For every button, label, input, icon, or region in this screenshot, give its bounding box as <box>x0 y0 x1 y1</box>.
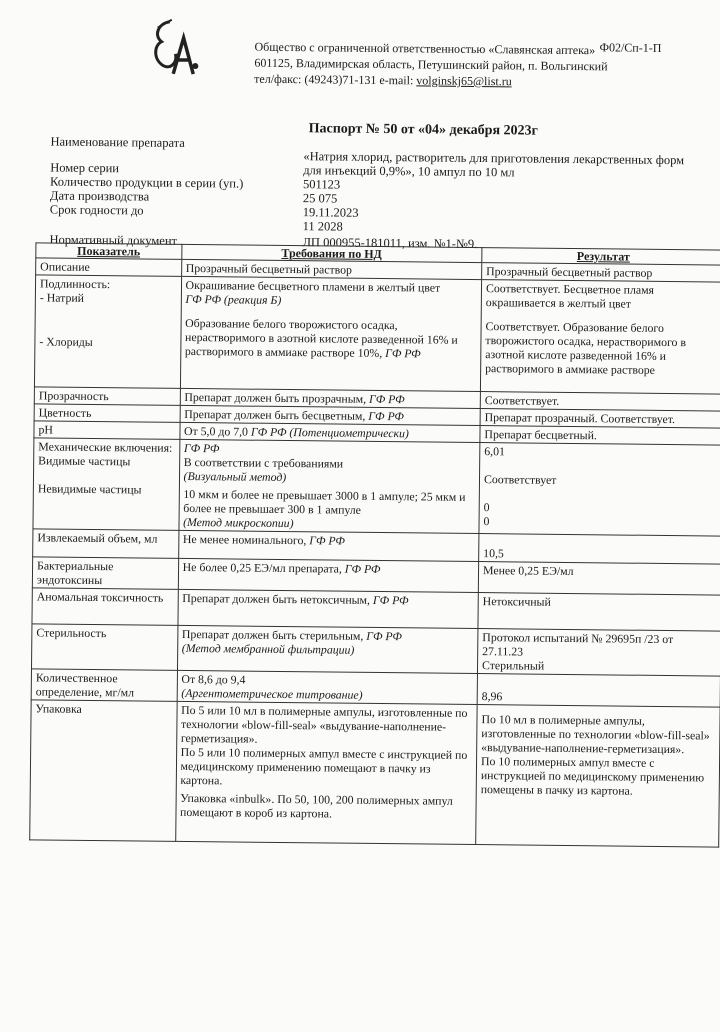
header-indicator: Показатель <box>36 243 182 260</box>
indicator-cell: Количественное определение, мг/мл <box>31 669 177 702</box>
result-cell: Прозрачный бесцветный раствор <box>482 263 720 283</box>
company-address: 601125, Владимирская область, Петушинский район, п. Вольгинский <box>254 55 608 74</box>
company-header <box>254 39 720 92</box>
requirement-cell <box>180 276 482 391</box>
result-text: По 10 полимерных ампул вместе с инструкцией по медицинскому применению помещены в пачку из картона. <box>480 754 705 798</box>
meta-label: Наименование препарата <box>50 134 185 150</box>
requirement-method: ГФ РФ (реакция Б) <box>185 291 282 307</box>
result-cell: 10,5 <box>479 534 720 565</box>
result-cell: Нетоксичный <box>478 593 720 632</box>
meta-label: Номер серии <box>50 160 120 176</box>
requirement-text: Не менее номинального, <box>182 531 307 548</box>
indicator-cell: Аномальная токсичность <box>32 588 178 626</box>
meta-value: «Натрия хлорид, растворитель для приготовления лекарственных форм <box>303 149 685 168</box>
table-row <box>34 275 720 394</box>
requirement-text: Препарат должен быть бесцветным, <box>184 406 366 423</box>
requirement-method: ГФ РФ <box>369 391 405 407</box>
header-requirements: Требования по НД <box>181 244 482 262</box>
requirement-cell <box>178 558 479 592</box>
requirement-cell <box>177 670 478 704</box>
company-logo <box>147 16 212 81</box>
table-row <box>31 624 720 676</box>
requirement-cell <box>179 439 480 533</box>
meta-label: Срок годности до <box>49 202 144 218</box>
meta-value: для инъекций 0,9%», 10 ампул по 10 мл <box>303 163 515 180</box>
result-text: По 10 мл в полимерные ампулы, изготовленные по технологии «blow-fill-seal» «выдувание-наполнение-герметизация». <box>481 712 710 757</box>
requirement-text: 10 мкм и более не превышает 3000 в 1 ампуле; 25 мкм и более не превышает 300 в 1 ампуле <box>183 486 466 517</box>
result-cell: Препарат бесцветный. <box>480 426 720 446</box>
indicator-cell: Бактериальные эндотоксины <box>32 557 178 590</box>
requirement-text: От 5,0 до 7,0 <box>184 423 249 439</box>
table-row <box>30 700 720 847</box>
requirement-method: (Метод микроскопии) <box>183 514 294 531</box>
requirement-method: ГФ РФ <box>183 440 220 456</box>
result-cell: Препарат прозрачный. Соответствует. <box>480 409 720 429</box>
result-text: Соответствует. Образование белого творожистого осадка, нерастворимого в азотной кислоте разведенной 16% и растворимого в аммиаке растворе <box>485 319 687 377</box>
indicator-cell: Стерильность <box>31 624 177 671</box>
requirement-text: От 8,6 до 9,4 <box>181 671 246 687</box>
requirement-text: По 5 или 10 мл в полимерные ампулы, изготовленные по технологии «blow-fill-seal» «выдувание-наполнение-герметизация». <box>180 702 468 746</box>
indicator-cell: Описание <box>36 258 182 277</box>
requirement-text: Окрашивание бесцветного пламени в желтый цвет <box>185 277 441 295</box>
result-text: Соответствует <box>483 472 557 487</box>
requirement-text: По 5 или 10 полимерных ампул вместе с инструкцией по медицинскому применению помещают в пачку из картона. <box>180 744 468 788</box>
requirement-cell: Прозрачный бесцветный раствор <box>181 259 482 279</box>
requirement-method: ГФ РФ <box>309 533 345 548</box>
requirement-method: ГФ РФ <box>344 561 381 577</box>
indicator-cell <box>34 275 181 389</box>
meta-value: ЛП 000955-181011, изм. №1-№9. <box>302 235 478 252</box>
result-text: Соответствует. Бесцветное пламя окрашивается в желтый цвет <box>485 281 655 311</box>
requirement-cell <box>178 589 479 628</box>
indicator-cell: Извлекаемый объем, мл <box>33 529 179 559</box>
meta-value: 11 2028 <box>302 219 343 234</box>
requirement-text: Препарат должен быть нетоксичным, <box>182 590 371 607</box>
result-text: 0 <box>483 500 490 515</box>
test-results-table <box>29 242 720 847</box>
requirement-cell <box>177 625 478 673</box>
indicator-cell: pH <box>34 421 180 440</box>
indicator-sub-label: - Натрий <box>39 290 85 305</box>
company-email[interactable]: volginskj65@list.ru <box>416 73 512 89</box>
requirement-text: Упаковка «inbulk». По 50, 100, 200 полимерных ампул помещают в короб из картона. <box>180 790 453 821</box>
requirement-text: Не более 0,25 ЕЭ/мл препарата, <box>182 559 342 576</box>
meta-label: Нормативный документ <box>49 232 178 248</box>
indicator-sub-label: - Хлориды <box>39 334 93 349</box>
indicator-sub-label: Видимые частицы <box>38 453 131 469</box>
requirement-method: (Визуальный метод) <box>183 468 287 485</box>
requirement-cell <box>178 530 479 561</box>
form-code: Ф02/Сп-1-П <box>599 40 662 55</box>
indicator-cell <box>33 438 180 531</box>
result-text: Протокол испытаний № 29695п /23 от 27.11.23 <box>482 630 674 659</box>
requirement-text: Препарат должен быть прозрачным, <box>184 389 367 406</box>
requirement-method: (Метод мембранной фильтрации) <box>181 640 355 657</box>
result-cell <box>476 705 720 848</box>
result-cell <box>479 443 720 537</box>
result-cell: Менее 0,25 ЕЭ/мл <box>478 562 720 596</box>
result-text: 6,01 <box>484 444 506 459</box>
requirement-method: ГФ РФ <box>368 408 404 424</box>
requirement-text: Образование белого творожистого осадка, нерастворимого в азотной кислоте разведенной 16% и растворимого в аммиаке растворе 10%, <box>184 315 458 361</box>
contacts-label: тел/факс: (49243)71-131 e-mail: <box>254 71 414 88</box>
indicator-cell: Упаковка <box>30 700 177 842</box>
result-text: Стерильный <box>481 658 545 673</box>
result-cell <box>480 280 720 395</box>
requirement-method: ГФ РФ (Потенциометрически) <box>250 424 409 441</box>
result-cell: 8,96 <box>477 674 720 708</box>
result-text: 0 <box>483 514 490 529</box>
header-result: Результат <box>482 248 720 266</box>
requirement-text: В соответствии с требованиями <box>183 454 344 471</box>
requirement-method: ГФ РФ <box>372 592 409 608</box>
requirement-text: Препарат должен быть стерильным, <box>181 626 364 643</box>
requirement-method: ГФ РФ <box>385 346 421 361</box>
indicator-label: Механические включения: <box>38 439 173 455</box>
indicator-label: Подлинность: <box>39 276 111 292</box>
result-cell <box>477 629 720 677</box>
indicator-cell: Прозрачность <box>34 387 180 406</box>
requirement-method: ГФ РФ <box>366 628 402 644</box>
company-name: Общество с ограниченной ответственностью «Славянская аптека» <box>254 39 596 58</box>
meta-value: 25 075 <box>302 191 338 206</box>
indicator-sub-label: Невидимые частицы <box>37 481 142 497</box>
meta-label: Дата производства <box>49 188 150 204</box>
table-row <box>33 438 720 536</box>
meta-value: 19.11.2023 <box>302 205 359 220</box>
requirement-cell <box>175 701 477 844</box>
passport-title: Паспорт № 50 от «04» декабря 2023г <box>308 121 539 139</box>
indicator-cell: Цветность <box>34 404 180 423</box>
meta-label: Количество продукции в серии (уп.) <box>50 174 244 191</box>
requirement-method: (Аргентометрическое титрование) <box>181 685 363 702</box>
meta-value: 501123 <box>303 177 341 192</box>
result-cell: Соответствует. <box>480 392 720 412</box>
